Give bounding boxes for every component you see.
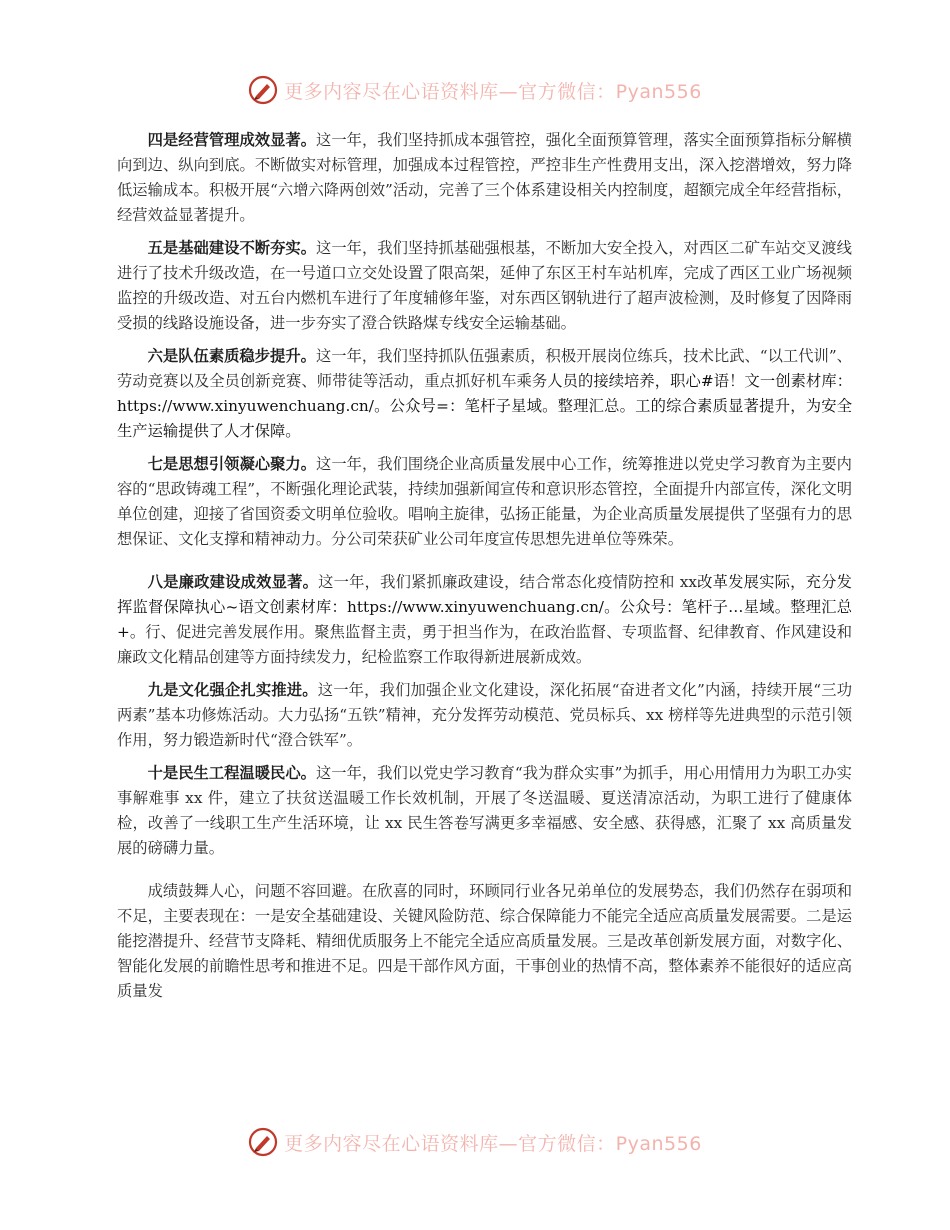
paragraph-welfare (117, 761, 852, 861)
document-body (117, 128, 852, 1012)
paragraph-workforce (117, 344, 852, 444)
paragraph-text: 这一年，我们坚持抓队伍强素质，积极开展岗位练兵，技术比武、“以工代训”、劳动竞赛以及全员创新竞赛、师带徒等活动，重点抓好机车乘务 (117, 347, 852, 390)
paragraph-text: 这一年，我们以党史学习教育“我为群众实事”为抓手，用心用情用力为职工办实事解难事 xx 件，建立了扶贫送温暖工作长效机制，开展了冬送温暖、夏送清凉活动，为职工进行了健康体检，改善了一线职工生产生活环境，让 xx 民生答卷写满更多幸福感、安全感、获得感，汇聚了 xx 高质量发展的磅礴力量。 (117, 764, 852, 857)
paragraph-text: 这一年，我们围绕企业高质量发展中心工作，统筹推进以党史学习教育为主要内容的“思政铸魂工程”，不断强化理论武装，持续加强新闻宣传和意识形态管控，全面提升内部宣传，深化文明单位创建，迎接了省国资委文明单位验收。唱响主旋律，弘扬正能量，为企业高质量发展提供了坚强有力的思想保证、文化支撑和精神动力。分公司荣获矿业公司年度宣传思想先进单位等殊荣。 (117, 455, 852, 548)
paragraph-text-inserted: 人员的接续培养，职心#语！文一创素材库：https://www.xinyuwenchuang.cn/。公众号=：笔杆子星域。整理汇总。工的综合素质显著提升，为安全生产运输提供了人才保障。 (117, 372, 852, 440)
pen-logo-icon (248, 1127, 278, 1157)
paragraph-text-inserted: 改革发展实际，充分发挥监督保障执心~语文创素材库：https://www.xinyuwenchuang.cn/。公众号：笔杆子…星域。整理汇总+。 (117, 573, 852, 641)
paragraph-heading: 六是队伍素质稳步提升。 (147, 347, 316, 365)
paragraph-culture (117, 678, 852, 753)
watermark-text: 更多内容尽在心语资料库—官方微信：Pyan556 (284, 1132, 702, 1155)
paragraph-heading: 四是经营管理成效显著。 (147, 131, 317, 149)
paragraph-heading: 八是廉政建设成效显著。 (147, 573, 319, 591)
paragraph-integrity (117, 570, 852, 670)
paragraph-operations (117, 128, 852, 228)
paragraph-text: 这一年，我们加强企业文化建设，深化拓展“奋进者文化”内涵，持续开展“三功两素”基本功修炼活动。大力弘扬“五铁”精神，充分发挥劳动模范、党员标兵、xx 榜样等先进典型的示范引领作用，努力锻造新时代“澄合铁军”。 (117, 681, 852, 749)
paragraph-heading: 十是民生工程温暖民心。 (147, 764, 316, 782)
paragraph-heading: 七是思想引领凝心聚力。 (147, 455, 317, 473)
watermark-text: 更多内容尽在心语资料库—官方微信：Pyan556 (284, 80, 702, 103)
paragraph-ideology (117, 452, 852, 552)
paragraph-text-continued: 行、促进完善发展作用。聚焦监督主责，勇于担当作为，在政治监督、专项监督、纪律教育、作风建设和廉政文化精品创建等方面持续发力，纪检监察工作取得新进展新成效。 (117, 623, 852, 666)
paragraph-heading: 五是基础建设不断夯实。 (147, 239, 317, 257)
paragraph-text: 这一年，我们紧抓廉政建设，结合常态化疫情防控和 xx (318, 573, 697, 591)
header-watermark (0, 70, 950, 110)
paragraph-problems (117, 879, 852, 1004)
paragraph-text: 这一年，我们坚持抓基础强根基，不断加大安全投入，对西区二矿车站交叉渡线进行了技术升级改造，在一号道口立交处设置了限高架，延伸了东区王村车站机库，完成了西区工业广场视频监控的升级改造、对五台内燃机车进行了年度辅修年鉴，对东西区钢轨进行了超声波检测，及时修复了因降雨受损的线路设施设备，进一步夯实了澄合铁路煤专线安全运输基础。 (117, 239, 852, 332)
paragraph-text: 成绩鼓舞人心，问题不容回避。在欣喜的同时，环顾同行业各兄弟单位的发展势态，我们仍然存在弱项和不足，主要表现在：一是安全基础建设、关键风险防范、综合保障能力不能完全适应高质量发展需要。二是运能挖潜提升、经营节支降耗、精细优质服务上不能完全适应高质量发展。三是改革创新发展方面，对数字化、智能化发展的前瞻性思考和推进不足。四是干部作风方面，干事创业的热情不高，整体素养不能很好的适应高质量发 (117, 882, 852, 1000)
paragraph-infrastructure (117, 236, 852, 336)
pen-logo-icon (248, 75, 278, 105)
footer-watermark (0, 1122, 950, 1162)
paragraph-heading: 九是文化强企扎实推进。 (147, 681, 318, 699)
paragraph-text: 这一年，我们坚持抓成本强管控，强化全面预算管理，落实全面预算指标分解横向到边、纵向到底。不断做实对标管理，加强成本过程管控，严控非生产性费用支出，深入挖潜增效，努力降低运输成本。积极开展“六增六降两创效”活动，完善了三个体系建设相关内控制度，超额完成全年经营指标，经营效益显著提升。 (117, 131, 852, 224)
